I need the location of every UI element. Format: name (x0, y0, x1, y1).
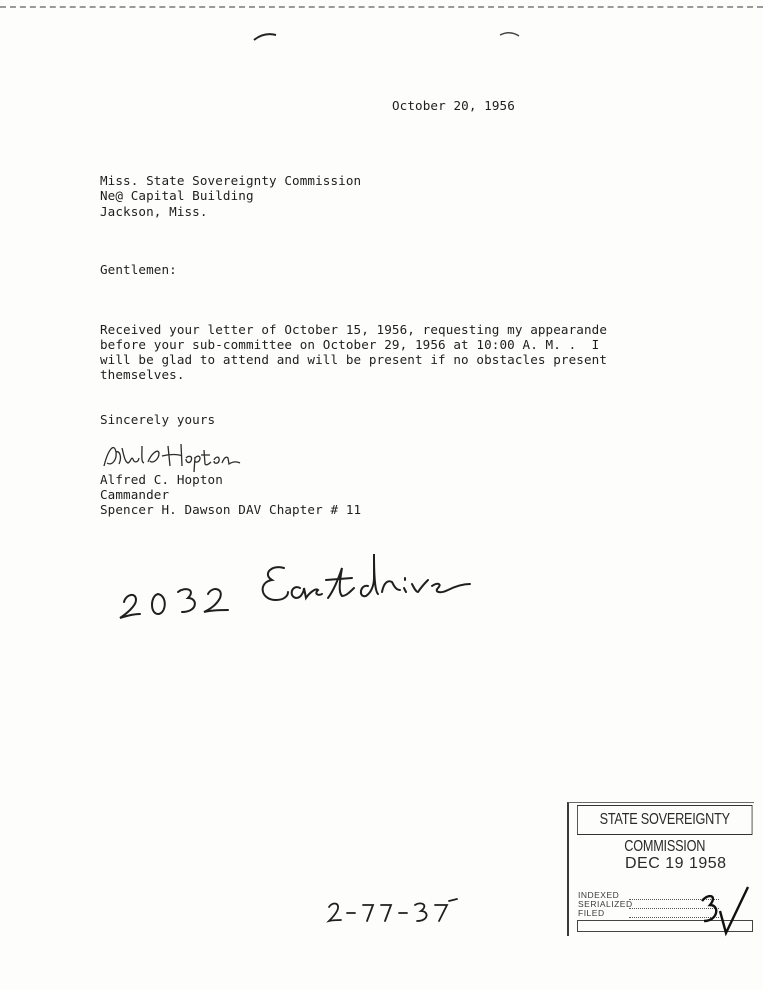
stamp-initials-mark (694, 881, 754, 937)
stray-mark-right (497, 28, 527, 42)
recipient-line: Ne@ Capital Building (100, 188, 254, 203)
signer-title: Cammander (100, 487, 170, 502)
signer-organization: Spencer H. Dawson DAV Chapter # 11 (100, 502, 362, 517)
stamp-label-serialized: SERIALIZED (578, 899, 633, 909)
body-line: before your sub-committee on October 29, 1956 at 10:00 A. M. . I (100, 337, 600, 352)
signer-name: Alfred C. Hopton (100, 472, 223, 487)
body-line: will be glad to attend and will be present if no obstacles present (100, 352, 608, 367)
salutation: Gentlemen: (100, 262, 177, 277)
stamp-date: DEC 19 1958 (625, 855, 727, 872)
closing: Sincerely yours (100, 412, 216, 427)
handwritten-file-number (325, 893, 465, 929)
body-line: Received your letter of October 15, 1956, requesting my appearande (100, 322, 608, 337)
page-top-edge (0, 0, 763, 8)
recipient-line: Jackson, Miss. (100, 204, 208, 219)
body-line: themselves. (100, 367, 185, 382)
handwritten-address (112, 540, 492, 625)
recipient-line: Miss. State Sovereignty Commission (100, 173, 362, 188)
handwritten-signature (98, 436, 248, 476)
stamp-title: STATE SOVEREIGNTY COMMISSION (577, 805, 752, 835)
stamp-label-filed: FILED (578, 908, 605, 918)
stray-mark-left (250, 28, 280, 44)
stamp-label-indexed: INDEXED (578, 890, 620, 900)
letter-date: October 20, 1956 (392, 98, 515, 113)
commission-stamp (567, 802, 754, 936)
